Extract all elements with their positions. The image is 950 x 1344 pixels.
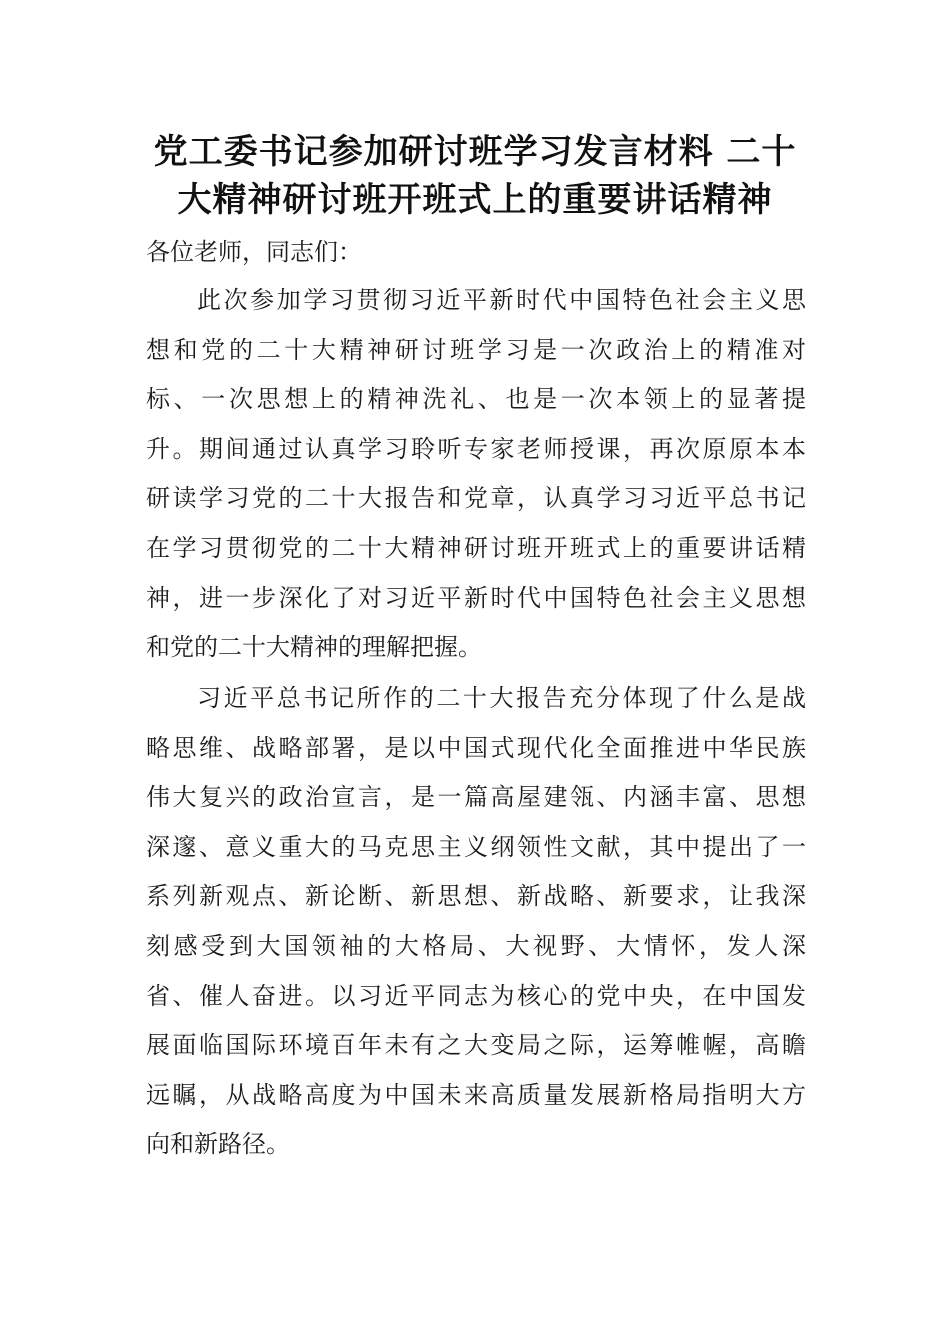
paragraph-line: 习近平总书记所作的二十大报告充分体现了什么是战: [197, 684, 806, 712]
paragraph-1: [146, 276, 806, 673]
paragraph-line: 研读学习党的二十大报告和党章，认真学习习近平总书记: [146, 484, 806, 513]
paragraph-line: 展面临国际环境百年未有之大变局之际，运筹帷幄，高瞻: [146, 1031, 806, 1060]
paragraph-line: 向和新路径。: [146, 1130, 290, 1159]
document-title: [140, 128, 810, 224]
paragraph-line: 刻感受到大国领袖的大格局、大视野、大情怀，发人深: [146, 931, 806, 960]
title-line-2: 大精神研讨班开班式上的重要讲话精神: [177, 180, 773, 220]
paragraph-line: 略思维、战略部署，是以中国式现代化全面推进中华民族: [146, 733, 806, 762]
paragraph-line: 升。期间通过认真学习聆听专家老师授课，再次原原本本: [146, 434, 806, 463]
paragraph-line: 远瞩，从战略高度为中国未来高质量发展新格局指明大方: [146, 1080, 806, 1109]
paragraph-line: 在学习贯彻党的二十大精神研讨班开班式上的重要讲话精: [146, 533, 806, 562]
paragraph-line: 标、一次思想上的精神洗礼、也是一次本领上的显著提: [146, 385, 806, 414]
paragraph-line: 系列新观点、新论断、新思想、新战略、新要求，让我深: [146, 882, 806, 911]
paragraph-line: 想和党的二十大精神研讨班学习是一次政治上的精准对: [146, 335, 806, 364]
paragraph-line: 省、催人奋进。以习近平同志为核心的党中央，在中国发: [146, 981, 806, 1010]
paragraph-line: 神，进一步深化了对习近平新时代中国特色社会主义思想: [146, 583, 806, 612]
paragraph-line: 此次参加学习贯彻习近平新时代中国特色社会主义思: [197, 286, 806, 314]
paragraph-line: 和党的二十大精神的理解把握。: [146, 633, 482, 662]
paragraph-line: 伟大复兴的政治宣言，是一篇高屋建瓴、内涵丰富、思想: [146, 783, 806, 812]
greeting: 各位老师，同志们：: [146, 238, 362, 266]
paragraph-line: 深邃、意义重大的马克思主义纲领性文献，其中提出了一: [146, 832, 806, 861]
paragraph-2: [146, 674, 806, 1170]
title-line-1: 党工委书记参加研讨班学习发言材料 二十: [153, 132, 797, 172]
